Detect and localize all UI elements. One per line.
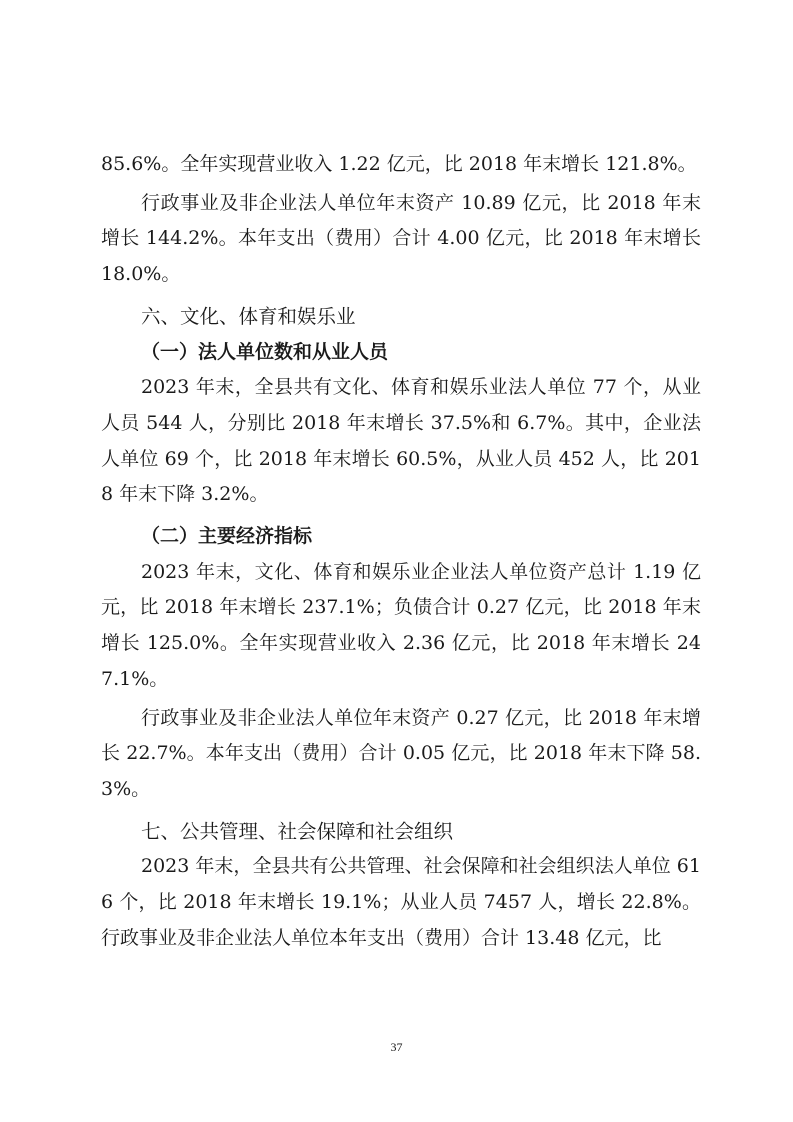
paragraph-enterprise-indicators: 2023 年末，文化、体育和娱乐业企业法人单位资产总计 1.19 亿元，比 2018 年末增长 237.1%；负债合计 0.27 亿元，比 2018 年末增长 125.0%。全年实现营业收入 2.36 亿元，比 2018 年末增长 247.1%。 xyxy=(101,560,701,690)
paragraph-units-employees: 2023 年末，全县共有文化、体育和娱乐业法人单位 77 个，从业人员 544 人，分别比 2018 年末增长 37.5%和 6.7%。其中，企业法人单位 69 个，比 2018 年末增长 60.5%，从业人员 452 人，比 2018 年末下降 3.2%。 xyxy=(101,376,701,506)
paragraph-admin-indicators: 行政事业及非企业法人单位年末资产 0.27 亿元，比 2018 年末增长 22.7%。本年支出（费用）合计 0.05 亿元，比 2018 年末下降 58.3%。 xyxy=(101,706,701,800)
section-heading-public-administration: 七、公共管理、社会保障和社会组织 xyxy=(141,819,454,843)
subsection-heading-economic-indicators: （二）主要经济指标 xyxy=(141,525,313,548)
document-body xyxy=(101,147,701,956)
subsection-heading-units-employees: （一）法人单位数和从业人员 xyxy=(141,340,389,363)
paragraph-admin-assets: 行政事业及非企业法人单位年末资产 10.89 亿元，比 2018 年末增长 144.2%。本年支出（费用）合计 4.00 亿元，比 2018 年末增长 18.0%。 xyxy=(101,191,701,286)
page-number: 37 xyxy=(390,1040,403,1054)
paragraph-revenue-continued: 85.6%。全年实现营业收入 1.22 亿元，比 2018 年末增长 121.8%。 xyxy=(101,153,697,175)
section-heading-culture-sports: 六、文化、体育和娱乐业 xyxy=(141,304,356,328)
paragraph-public-administration: 2023 年末，全县共有公共管理、社会保障和社会组织法人单位 616 个，比 2018 年末增长 19.1%；从业人员 7457 人，增长 22.8%。行政事业及非企业法人单位本年支出（费用）合计 13.48 亿元，比 xyxy=(101,855,701,949)
